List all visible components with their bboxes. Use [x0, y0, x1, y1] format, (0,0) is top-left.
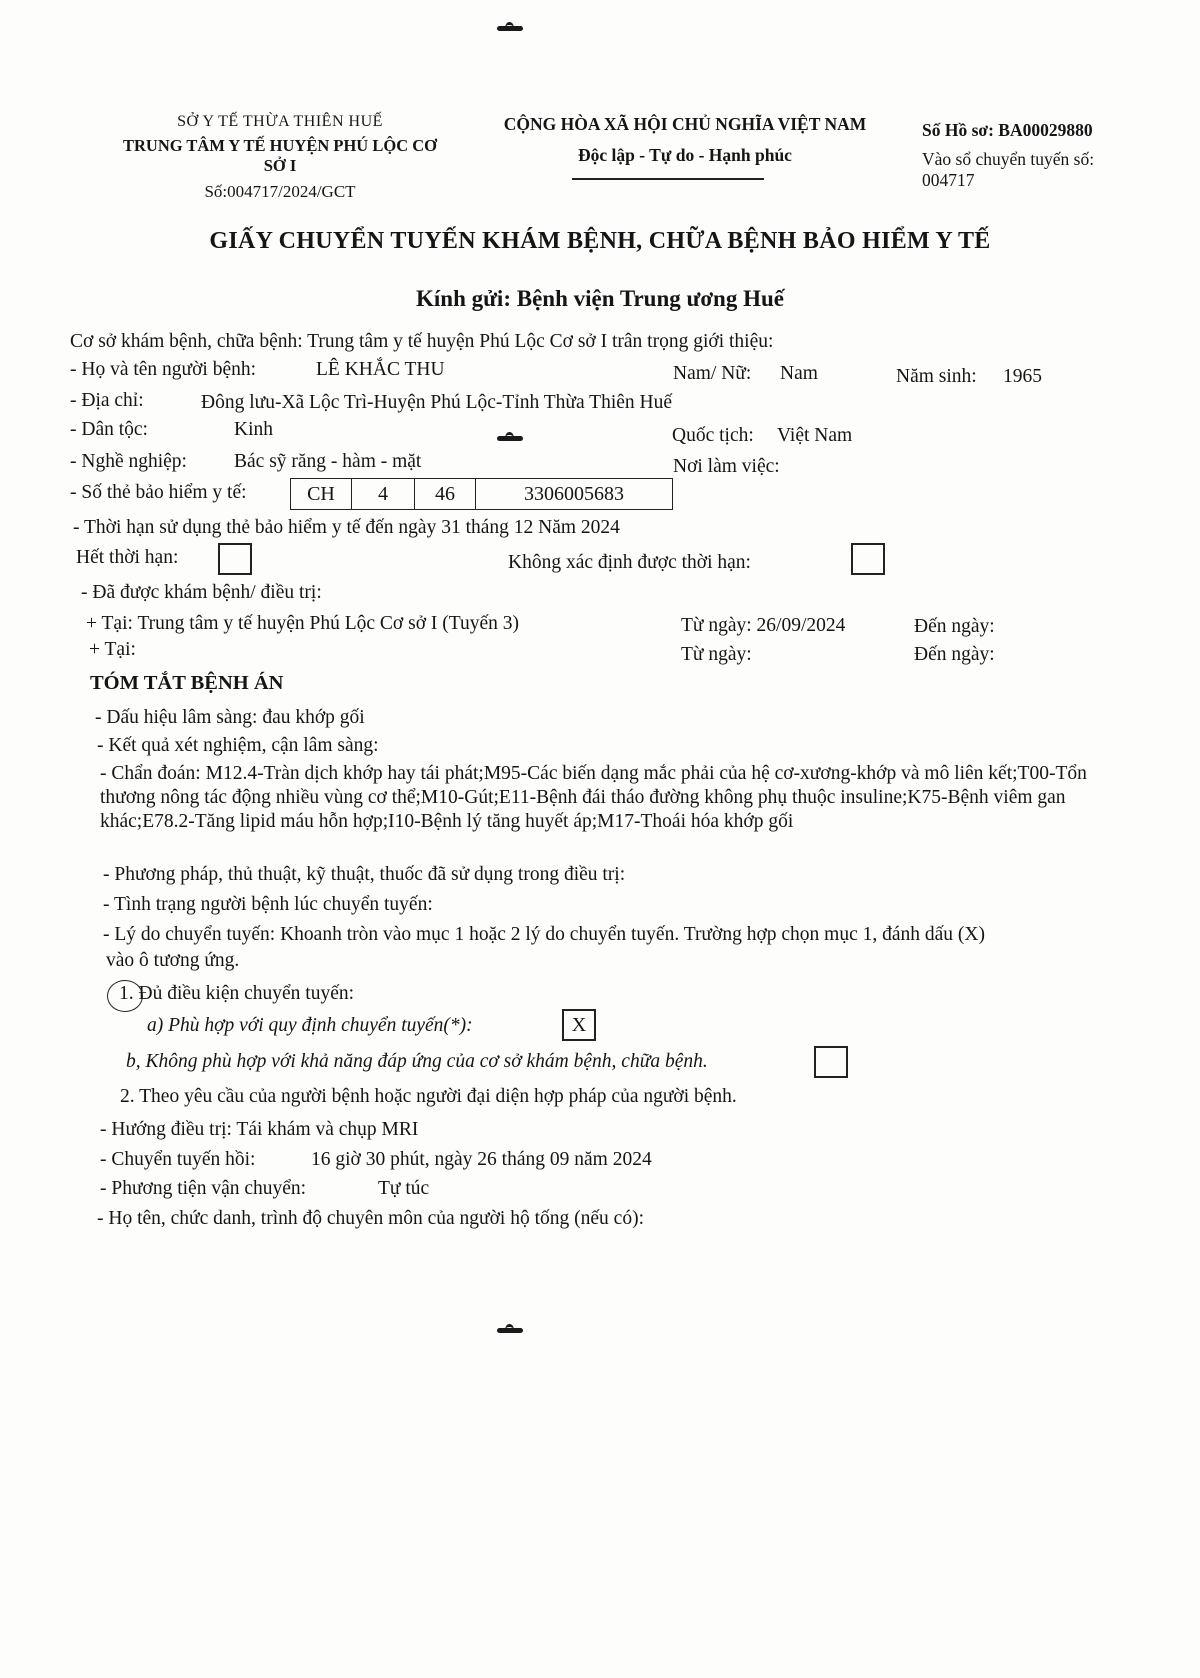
recipient: Kính gửi: Bệnh viện Trung ương Huế	[416, 286, 784, 311]
transfer-time: 16 giờ 30 phút, ngày 26 tháng 09 năm 2024	[311, 1149, 652, 1170]
ethnic-label: - Dân tộc:	[70, 419, 148, 440]
test-results: - Kết quả xét nghiệm, cận lâm sàng:	[97, 735, 379, 756]
summary-heading: TÓM TẮT BỆNH ÁN	[90, 672, 284, 694]
nationality-label: Quốc tịch:	[672, 425, 754, 446]
center-name-line1: TRUNG TÂM Y TẾ HUYỆN PHÚ LỘC CƠ	[123, 136, 437, 155]
transfer-time-label: - Chuyển tuyến hồi:	[100, 1149, 256, 1170]
treatment-place-2: + Tại:	[89, 639, 136, 660]
patient-status: - Tình trạng người bệnh lúc chuyển tuyến:	[103, 894, 433, 915]
register-label: Vào sổ chuyển tuyến số:	[922, 149, 1095, 169]
file-info	[922, 120, 1192, 191]
gender-label: Nam/ Nữ:	[673, 363, 752, 384]
card-segment-4: 3306005683	[524, 482, 624, 505]
treatment-heading: - Đã được khám bệnh/ điều trị:	[81, 582, 322, 603]
card-label: - Số thẻ bảo hiểm y tế:	[70, 482, 247, 503]
ethnic-value: Kinh	[234, 419, 273, 440]
address-value: Đông lưu-Xã Lộc Trì-Huyện Phú Lộc-Tỉnh Thừa Thiên Huế	[201, 392, 673, 413]
option-1b-checkbox[interactable]	[814, 1046, 848, 1078]
undetermined-checkbox[interactable]	[851, 543, 885, 575]
nationality-value: Việt Nam	[777, 425, 853, 446]
insurance-card-number	[290, 478, 673, 510]
treatment-to-2: Đến ngày:	[914, 644, 995, 665]
punch-mark-middle	[497, 436, 523, 441]
address-label: - Địa chỉ:	[70, 390, 144, 411]
treatment-from-1: Từ ngày: 26/09/2024	[681, 615, 846, 636]
gender-value: Nam	[780, 363, 818, 384]
expired-checkbox[interactable]	[218, 543, 252, 575]
issuer-block	[60, 112, 500, 202]
birth-label: Năm sinh:	[896, 366, 977, 387]
treatment-to-1: Đến ngày:	[914, 616, 995, 637]
treatment-from-2: Từ ngày:	[681, 644, 752, 665]
expired-label: Hết thời hạn:	[76, 547, 179, 568]
methods-used: - Phương pháp, thủ thuật, kỹ thuật, thuốc đã sử dụng trong điều trị:	[103, 864, 626, 885]
intro-line: Cơ sở khám bệnh, chữa bệnh: Trung tâm y tế huyện Phú Lộc Cơ sở I trân trọng giới thiệu:	[70, 331, 774, 352]
birth-year: 1965	[1003, 366, 1042, 387]
document-title: GIẤY CHUYỂN TUYẾN KHÁM BỆNH, CHỮA BỆNH BẢO HIỂM Y TẾ	[209, 228, 991, 254]
undetermined-label: Không xác định được thời hạn:	[508, 552, 751, 573]
treatment-place-1: + Tại: Trung tâm y tế huyện Phú Lộc Cơ sở I (Tuyến 3)	[86, 613, 519, 634]
health-department: SỞ Y TẾ THỪA THIÊN HUẾ	[177, 113, 383, 130]
transport-label: - Phương tiện vận chuyển:	[100, 1178, 307, 1199]
card-segment-3: 46	[415, 479, 476, 509]
option-2: 2. Theo yêu cầu của người bệnh hoặc người đại diện hợp pháp của người bệnh.	[120, 1086, 737, 1107]
job-value: Bác sỹ răng - hàm - mặt	[234, 451, 422, 472]
workplace-label: Nơi làm việc:	[673, 456, 780, 477]
transport-value: Tự túc	[378, 1178, 430, 1199]
national-motto: Độc lập - Tự do - Hạnh phúc	[578, 145, 792, 165]
option-1a: a) Phù hợp với quy định chuyển tuyến(*):	[147, 1015, 473, 1036]
option-1: 1. Đủ điều kiện chuyển tuyến:	[119, 983, 355, 1004]
name-label: - Họ và tên người bệnh:	[70, 359, 257, 380]
file-number: Số Hồ sơ: BA00029880	[922, 120, 1093, 140]
punch-mark-bottom	[497, 1328, 523, 1333]
document-number: Số:004717/2024/GCT	[204, 182, 356, 201]
option-1b: b, Không phù hợp với khả năng đáp ứng của cơ sở khám bệnh, chữa bệnh.	[126, 1051, 708, 1072]
treatment-direction: - Hướng điều trị: Tái khám và chụp MRI	[100, 1119, 419, 1140]
national-heading	[470, 114, 900, 166]
center-name-line2: SỞ I	[263, 156, 297, 175]
card-segment-2: 4	[352, 479, 415, 509]
escort-info: - Họ tên, chức danh, trình độ chuyên môn của người hộ tống (nếu có):	[97, 1208, 644, 1229]
card-segment-1: CH	[291, 479, 352, 509]
clinical-signs: - Dấu hiệu lâm sàng: đau khớp gối	[95, 707, 365, 728]
republic-name: CỘNG HÒA XÃ HỘI CHỦ NGHĨA VIỆT NAM	[503, 114, 867, 134]
option-1a-checkbox[interactable]: X	[562, 1009, 596, 1041]
punch-mark-top	[497, 26, 523, 31]
patient-name: LÊ KHẮC THU	[316, 359, 445, 380]
motto-underline	[572, 178, 764, 180]
reason-line-2: vào ô tương ứng.	[106, 950, 240, 971]
job-label: - Nghề nghiệp:	[70, 451, 187, 472]
register-number: 004717	[922, 170, 975, 190]
diagnosis: - Chẩn đoán: M12.4-Tràn dịch khớp hay tái phát;M95-Các biến dạng mắc phải của hệ cơ-xương-khớp và mô liên kết;T00-Tổn thương nông tác động nhiều vùng cơ thể;M10-Gút;E11-Bệnh đái tháo đường không phụ thuộc insuline;K75-Bệnh viêm gan khác;E78.2-Tăng lipid máu hỗn hợp;I10-Bệnh lý tăng huyết áp;M17-Thoái hóa khớp gối	[100, 763, 1087, 832]
reason-line-1: - Lý do chuyển tuyến: Khoanh tròn vào mục 1 hoặc 2 lý do chuyển tuyến. Trường hợp chọn mục 1, đánh dấu (X)	[103, 924, 985, 945]
card-validity: - Thời hạn sử dụng thẻ bảo hiểm y tế đến ngày 31 tháng 12 Năm 2024	[73, 517, 620, 538]
